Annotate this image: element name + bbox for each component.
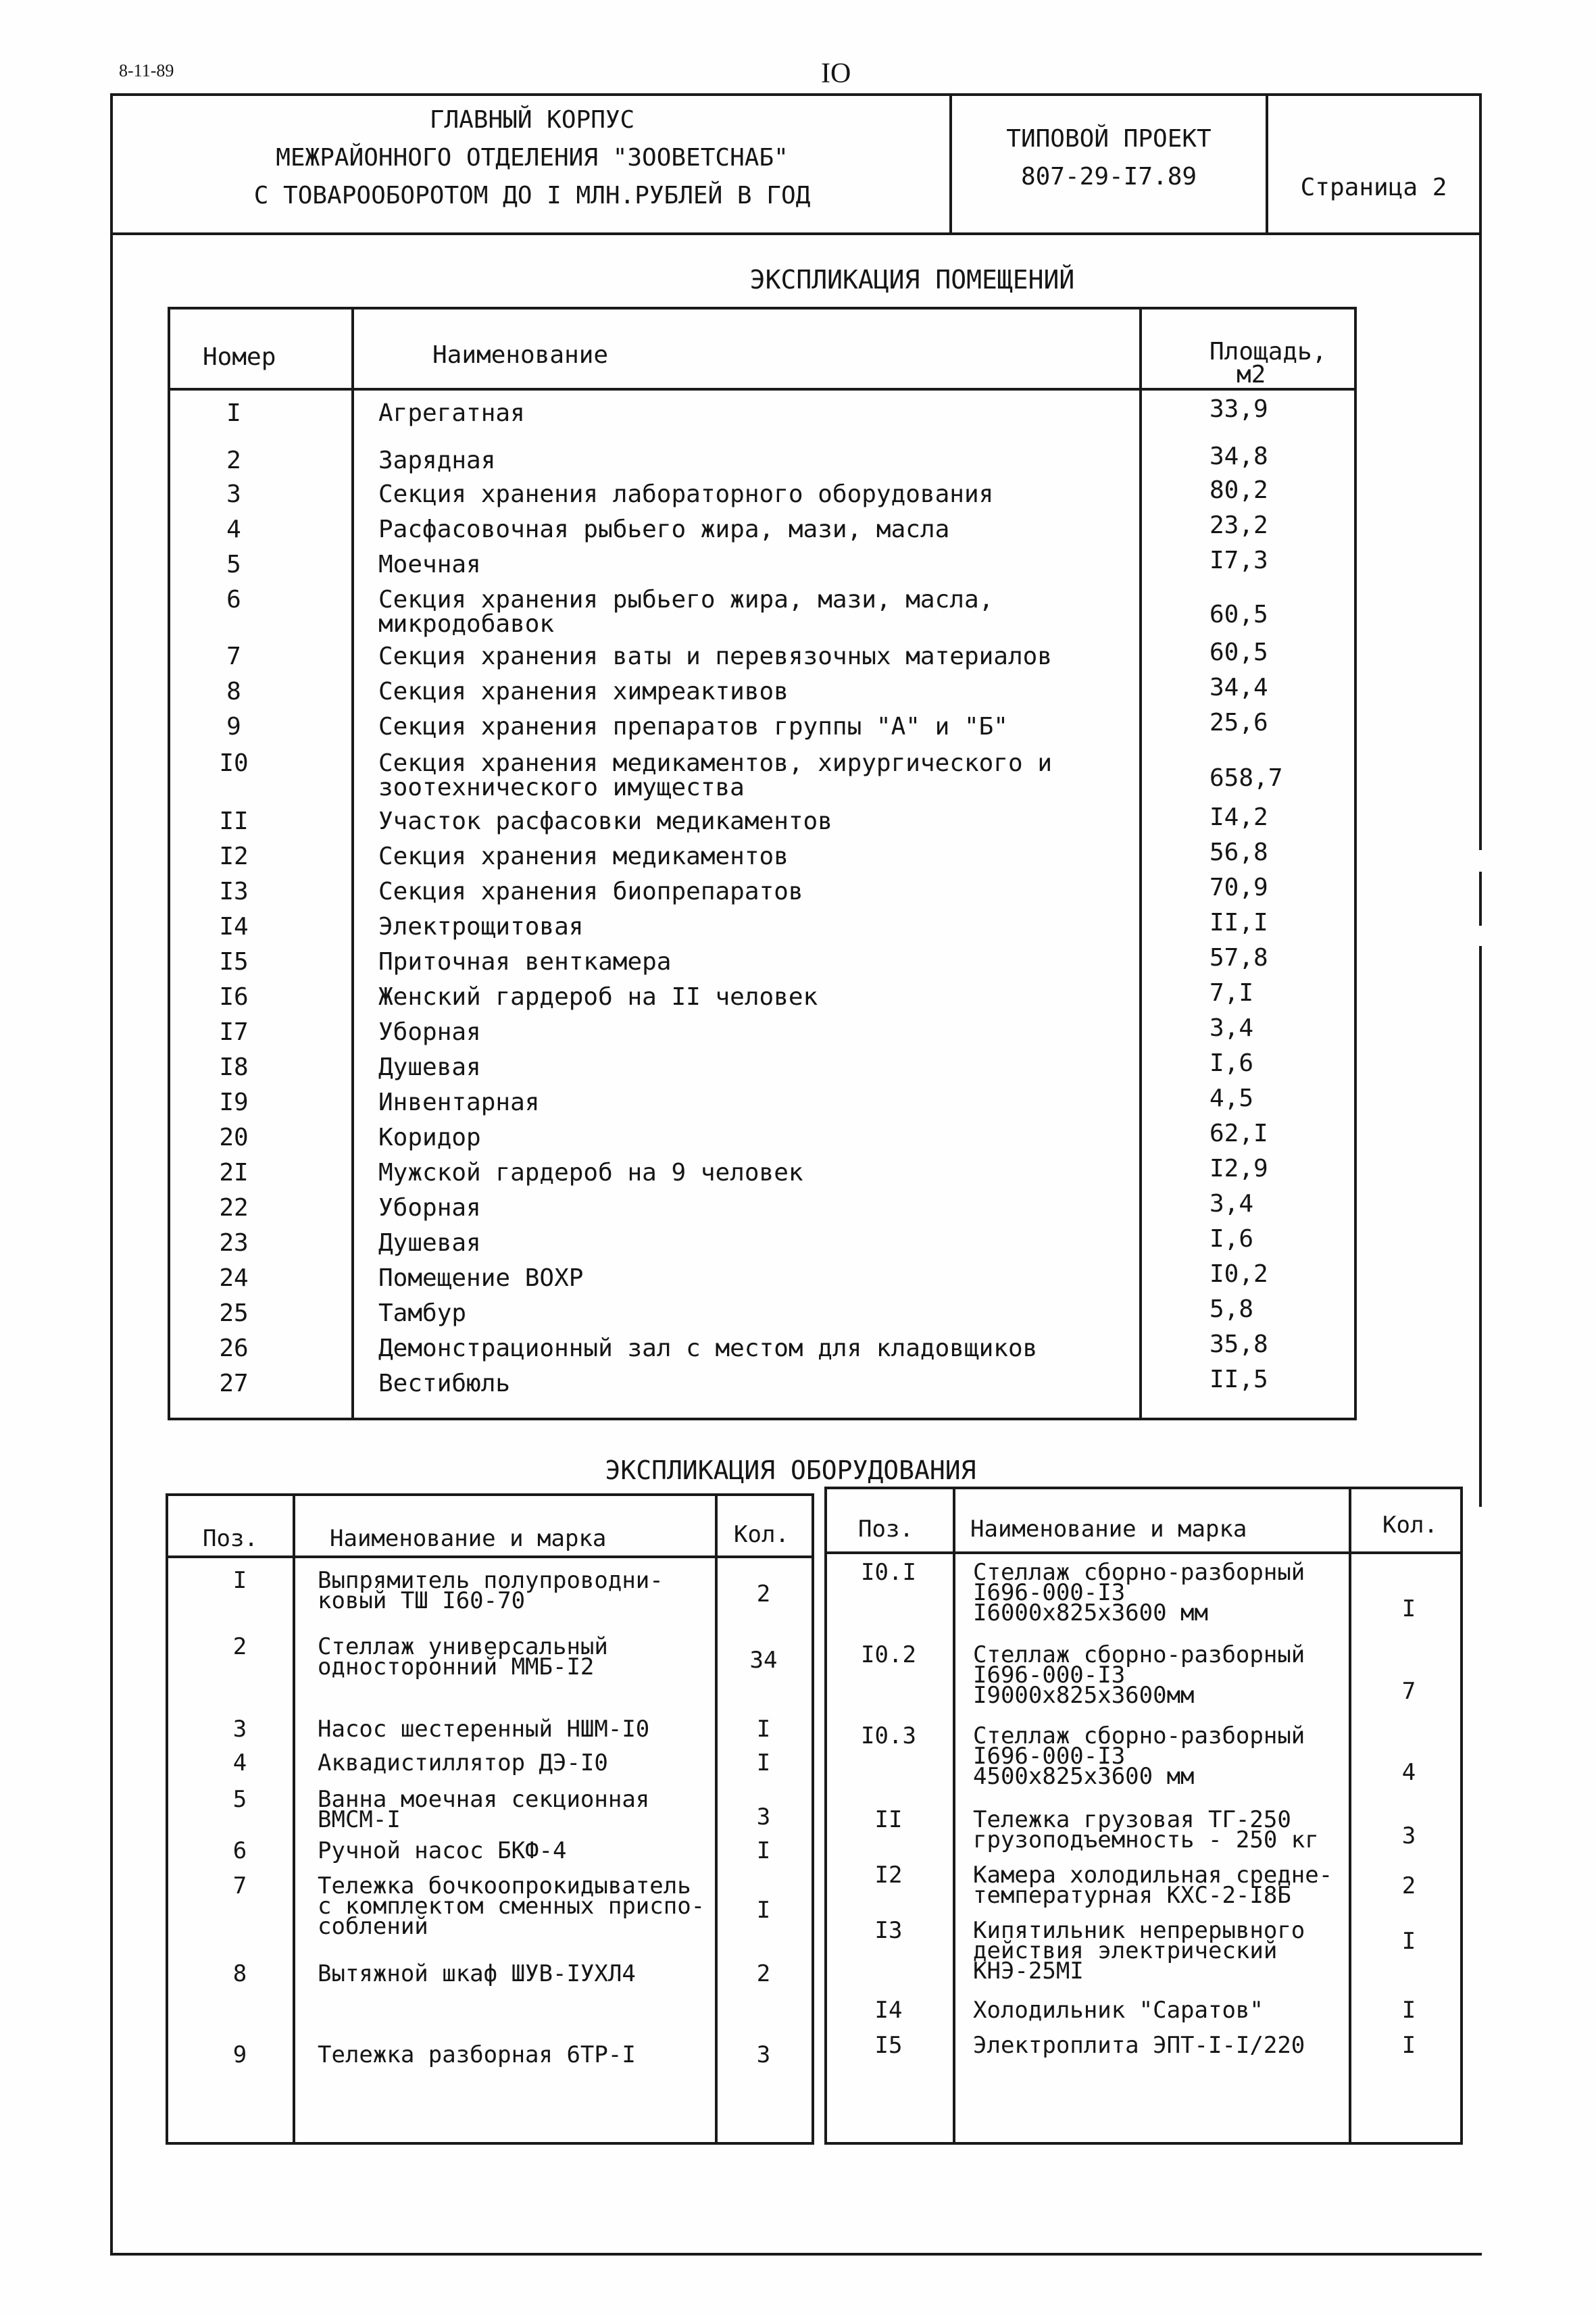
equipment-quantity: 34 bbox=[749, 1647, 778, 1674]
room-name: Электрощитовая bbox=[378, 913, 584, 941]
room-area: II,5 bbox=[1210, 1366, 1268, 1393]
equipment-name-line: 4500x825x3600 мм bbox=[973, 1763, 1195, 1790]
room-area: 25,6 bbox=[1210, 709, 1268, 737]
room-name: Участок расфасовки медикаментов bbox=[378, 807, 832, 835]
room-name: Секция хранения препаратов группы "А" и "Б" bbox=[378, 713, 1008, 741]
room-area: 33,9 bbox=[1210, 395, 1268, 423]
room-number: II bbox=[219, 807, 249, 835]
rooms-bottom bbox=[168, 1418, 1357, 1420]
room-area: I,6 bbox=[1210, 1049, 1254, 1077]
project-label: ТИПОВОЙ ПРОЕКТ bbox=[1006, 125, 1212, 153]
room-number: I0 bbox=[219, 749, 249, 777]
room-number: I5 bbox=[219, 948, 249, 976]
equipment-name-line: ковый ТШ I60-70 bbox=[318, 1587, 526, 1614]
room-number: 26 bbox=[219, 1335, 249, 1362]
room-area: 35,8 bbox=[1210, 1330, 1268, 1358]
equipment-name-line: I696-000-I3 bbox=[973, 1743, 1126, 1770]
room-number: 25 bbox=[219, 1299, 249, 1327]
room-name: Расфасовочная рыбьего жира, мази, масла bbox=[378, 516, 950, 543]
room-area: 7,I bbox=[1210, 979, 1254, 1007]
room-name: Помещение ВОХР bbox=[378, 1264, 584, 1292]
rooms-header-area-2: м2 bbox=[1237, 361, 1266, 389]
room-number: I2 bbox=[219, 843, 249, 870]
equipment-name-line: односторонний ММБ-I2 bbox=[318, 1653, 595, 1681]
equipment-position: 5 bbox=[232, 1786, 247, 1813]
room-name: Секция хранения ваты и перевязочных материалов bbox=[378, 643, 1052, 670]
room-name: Секция хранения лабораторного оборудования bbox=[378, 480, 994, 508]
room-number: 2I bbox=[219, 1159, 249, 1187]
room-number: 23 bbox=[219, 1229, 249, 1257]
room-name-continued: микродобавок bbox=[378, 610, 555, 638]
room-area: 3,4 bbox=[1210, 1190, 1254, 1218]
equipment-quantity: I bbox=[1401, 1928, 1416, 1955]
document-code: 8-11-89 bbox=[119, 61, 174, 80]
room-name: Душевая bbox=[378, 1053, 481, 1081]
room-name: Секция хранения рыбьего жира, мази, масла, bbox=[378, 586, 994, 614]
equipment-name-line: Тележка разборная 6ТР-I bbox=[318, 2041, 636, 2068]
equipment-name-line: соблений bbox=[318, 1913, 428, 1940]
equipment-position: I0.2 bbox=[861, 1641, 916, 1668]
room-number: I8 bbox=[219, 1053, 249, 1081]
room-area: 3,4 bbox=[1210, 1014, 1254, 1042]
rooms-top bbox=[168, 307, 1357, 309]
room-area: 60,5 bbox=[1210, 639, 1268, 666]
equipment-name-line: Стеллаж сборно-разборный bbox=[973, 1641, 1305, 1668]
room-area: 34,8 bbox=[1210, 443, 1268, 470]
room-name: Инвентарная bbox=[378, 1089, 540, 1116]
equipment-quantity: 7 bbox=[1401, 1678, 1416, 1705]
room-name: Секция хранения медикаментов bbox=[378, 843, 789, 870]
equipment-quantity: I bbox=[756, 1897, 771, 1924]
rooms-header-name: Наименование bbox=[432, 341, 609, 369]
eq-right-col1 bbox=[953, 1487, 955, 2145]
equipment-name-line: Выпрямитель полупроводни- bbox=[318, 1567, 664, 1594]
room-name: Зарядная bbox=[378, 447, 496, 474]
frame-right-seg bbox=[1479, 872, 1482, 926]
eq-right-border bbox=[824, 1487, 827, 2145]
equipment-name-line: Электроплита ЭПТ-I-I/220 bbox=[973, 2032, 1305, 2059]
eq-right-header-pos: Поз. bbox=[858, 1516, 914, 1543]
rooms-header-number: Номер bbox=[203, 343, 276, 371]
equipment-position: 9 bbox=[232, 2041, 247, 2068]
room-area: I7,3 bbox=[1210, 547, 1268, 574]
frame-top bbox=[110, 93, 1482, 96]
title-line-2: МЕЖРАЙОННОГО ОТДЕЛЕНИЯ "ЗООВЕТСНАБ" bbox=[276, 144, 789, 172]
room-number: I4 bbox=[219, 913, 249, 941]
eq-left-col1 bbox=[293, 1493, 295, 2145]
equipment-position: I0.3 bbox=[861, 1722, 916, 1749]
room-number: 24 bbox=[219, 1264, 249, 1292]
project-cell bbox=[952, 120, 1266, 196]
room-number: 6 bbox=[226, 586, 241, 614]
room-area: I2,9 bbox=[1210, 1155, 1268, 1183]
eq-left-border bbox=[166, 1493, 168, 2145]
frame-right bbox=[1479, 93, 1482, 850]
equipment-position: I4 bbox=[874, 1997, 903, 2024]
room-number: 8 bbox=[226, 678, 241, 705]
equipment-name-line: Стеллаж сборно-разборный bbox=[973, 1722, 1305, 1749]
room-area: 5,8 bbox=[1210, 1295, 1254, 1323]
room-area: 34,4 bbox=[1210, 674, 1268, 701]
rooms-col1 bbox=[351, 307, 354, 1420]
room-name: Уборная bbox=[378, 1194, 481, 1222]
room-number: 20 bbox=[219, 1124, 249, 1151]
room-name: Уборная bbox=[378, 1018, 481, 1046]
room-name: Женский гардероб на II человек bbox=[378, 983, 818, 1011]
equipment-name-line: Вытяжной шкаф ШУВ-IУХЛ4 bbox=[318, 1960, 636, 1987]
title-divider-2 bbox=[1266, 93, 1268, 235]
equipment-position: 7 bbox=[232, 1872, 247, 1899]
room-number: 2 bbox=[226, 447, 241, 474]
room-area: 658,7 bbox=[1210, 764, 1283, 792]
equipment-quantity: 2 bbox=[756, 1580, 771, 1608]
room-name: Секция хранения медикаментов, хирургического и bbox=[378, 749, 1052, 777]
equipment-position: I2 bbox=[874, 1862, 903, 1889]
equipment-name-line: I9000x825x3600мм bbox=[973, 1682, 1195, 1709]
equipment-quantity: I bbox=[1401, 1595, 1416, 1622]
equipment-table-title: ЭКСПЛИКАЦИЯ ОБОРУДОВАНИЯ bbox=[605, 1455, 976, 1485]
room-number: 22 bbox=[219, 1194, 249, 1222]
equipment-position: 3 bbox=[232, 1716, 247, 1743]
room-name: Коридор bbox=[378, 1124, 481, 1151]
eq-right-header-qty: Кол. bbox=[1382, 1512, 1438, 1539]
eq-left-header-pos: Поз. bbox=[203, 1525, 258, 1552]
room-name: Душевая bbox=[378, 1229, 481, 1257]
frame-right-seg2 bbox=[1479, 946, 1482, 1507]
eq-left-right bbox=[812, 1493, 814, 2145]
room-number: I7 bbox=[219, 1018, 249, 1046]
eq-right-bottom bbox=[824, 2142, 1463, 2145]
room-area: I0,2 bbox=[1210, 1260, 1268, 1288]
equipment-position: I bbox=[232, 1567, 247, 1594]
room-name-continued: зоотехнического имущества bbox=[378, 774, 745, 801]
room-area: II,I bbox=[1210, 909, 1268, 937]
equipment-name-line: с комплектом сменных приспо- bbox=[318, 1893, 705, 1920]
room-area: 60,5 bbox=[1210, 601, 1268, 628]
equipment-position: II bbox=[874, 1806, 903, 1833]
room-name: Демонстрационный зал с местом для кладовщиков bbox=[378, 1335, 1038, 1362]
page-label: Страница 2 bbox=[1300, 174, 1447, 201]
room-number: I bbox=[226, 399, 241, 427]
room-number: 4 bbox=[226, 516, 241, 543]
title-line-3: С ТОВАРООБОРОТОМ ДО I МЛН.РУБЛЕЙ В ГОД bbox=[253, 182, 811, 209]
equipment-name-line: Аквадистиллятор ДЭ-I0 bbox=[318, 1749, 608, 1776]
room-area: 80,2 bbox=[1210, 476, 1268, 504]
equipment-name-line: Камера холодильная средне- bbox=[973, 1862, 1333, 1889]
room-number: 3 bbox=[226, 480, 241, 508]
title-block-bottom bbox=[110, 232, 1482, 235]
equipment-name-line: Тележка грузовая ТГ-250 bbox=[973, 1806, 1291, 1833]
page-number: IO bbox=[821, 58, 851, 89]
title-line-1: ГЛАВНЫЙ КОРПУС bbox=[429, 106, 635, 134]
equipment-name-line: ВМСМ-I bbox=[318, 1806, 401, 1833]
eq-right-right bbox=[1460, 1487, 1463, 2145]
equipment-quantity: I bbox=[756, 1716, 771, 1743]
room-area: 70,9 bbox=[1210, 874, 1268, 901]
eq-right-top bbox=[824, 1487, 1463, 1489]
equipment-position: 6 bbox=[232, 1837, 247, 1864]
room-name: Вестибюль bbox=[378, 1370, 511, 1397]
eq-right-header-name: Наименование и марка bbox=[970, 1516, 1247, 1543]
room-number: 5 bbox=[226, 551, 241, 578]
room-name: Моечная bbox=[378, 551, 481, 578]
room-number: 7 bbox=[226, 643, 241, 670]
equipment-name-line: Ручной насос БКФ-4 bbox=[318, 1837, 567, 1864]
equipment-name-line: Холодильник "Саратов" bbox=[973, 1997, 1264, 2024]
equipment-name-line: I6000x825x3600 мм bbox=[973, 1599, 1208, 1626]
equipment-quantity: I bbox=[756, 1837, 771, 1864]
rooms-col2 bbox=[1139, 307, 1142, 1420]
equipment-quantity: 3 bbox=[756, 1803, 771, 1831]
project-number: 807-29-I7.89 bbox=[1020, 163, 1197, 191]
room-name: Секция хранения химреактивов bbox=[378, 678, 789, 705]
eq-left-col2 bbox=[715, 1493, 718, 2145]
equipment-name-line: Стеллаж универсальный bbox=[318, 1633, 608, 1660]
equipment-name-line: КНЭ-25МI bbox=[973, 1958, 1084, 1985]
equipment-name-line: I696-000-I3 bbox=[973, 1579, 1126, 1606]
frame-bottom bbox=[110, 2253, 1482, 2256]
room-number: I6 bbox=[219, 983, 249, 1011]
room-area: I4,2 bbox=[1210, 803, 1268, 831]
room-area: 62,I bbox=[1210, 1120, 1268, 1147]
rooms-header-line bbox=[168, 388, 1357, 391]
room-number: I9 bbox=[219, 1089, 249, 1116]
title-block-text bbox=[115, 101, 949, 215]
room-number: 27 bbox=[219, 1370, 249, 1397]
room-area: I,6 bbox=[1210, 1225, 1254, 1253]
equipment-name-line: Стеллаж сборно-разборный bbox=[973, 1559, 1305, 1586]
eq-right-header-line bbox=[824, 1551, 1463, 1554]
equipment-quantity: 3 bbox=[756, 2041, 771, 2068]
room-area: 23,2 bbox=[1210, 512, 1268, 539]
room-area: 4,5 bbox=[1210, 1085, 1254, 1112]
rooms-right bbox=[1354, 307, 1357, 1420]
room-name: Тамбур bbox=[378, 1299, 467, 1327]
equipment-name-line: температурная КХС-2-I8Б bbox=[973, 1882, 1291, 1909]
equipment-name-line: Кипятильник непрерывного bbox=[973, 1917, 1305, 1944]
equipment-name-line: Ванна моечная секционная bbox=[318, 1786, 650, 1813]
equipment-quantity: 4 bbox=[1401, 1759, 1416, 1786]
equipment-position: I0.I bbox=[861, 1559, 916, 1586]
eq-right-col2 bbox=[1349, 1487, 1351, 2145]
equipment-position: 4 bbox=[232, 1749, 247, 1776]
room-number: I3 bbox=[219, 878, 249, 905]
room-name: Секция хранения биопрепаратов bbox=[378, 878, 803, 905]
equipment-quantity: 3 bbox=[1401, 1822, 1416, 1849]
equipment-quantity: 2 bbox=[756, 1960, 771, 1987]
equipment-position: I3 bbox=[874, 1917, 903, 1944]
equipment-position: I5 bbox=[874, 2032, 903, 2059]
rooms-header-area-1: Площадь, bbox=[1210, 338, 1327, 366]
room-name: Мужской гардероб на 9 человек bbox=[378, 1159, 803, 1187]
equipment-name-line: Насос шестеренный НШМ-I0 bbox=[318, 1716, 650, 1743]
equipment-name-line: I696-000-I3 bbox=[973, 1662, 1126, 1689]
room-area: 56,8 bbox=[1210, 839, 1268, 866]
equipment-quantity: I bbox=[756, 1749, 771, 1776]
equipment-name-line: Тележка бочкоопрокидыватель bbox=[318, 1872, 691, 1899]
room-name: Приточная венткамера bbox=[378, 948, 672, 976]
eq-left-header-name: Наименование и марка bbox=[330, 1525, 607, 1552]
equipment-quantity: I bbox=[1401, 1997, 1416, 2024]
room-area: 57,8 bbox=[1210, 944, 1268, 972]
room-number: 9 bbox=[226, 713, 241, 741]
rooms-left bbox=[168, 307, 170, 1420]
equipment-position: 2 bbox=[232, 1633, 247, 1660]
eq-left-header-qty: Кол. bbox=[734, 1521, 789, 1548]
equipment-quantity: I bbox=[1401, 2032, 1416, 2059]
equipment-name-line: грузоподъемность - 250 кг bbox=[973, 1826, 1319, 1853]
equipment-quantity: 2 bbox=[1401, 1872, 1416, 1899]
equipment-name-line: действия электрический bbox=[973, 1937, 1278, 1964]
rooms-table-title: ЭКСПЛИКАЦИЯ ПОМЕЩЕНИЙ bbox=[749, 265, 1075, 295]
frame-left bbox=[110, 93, 113, 2256]
equipment-position: 8 bbox=[232, 1960, 247, 1987]
room-name: Агрегатная bbox=[378, 399, 525, 427]
